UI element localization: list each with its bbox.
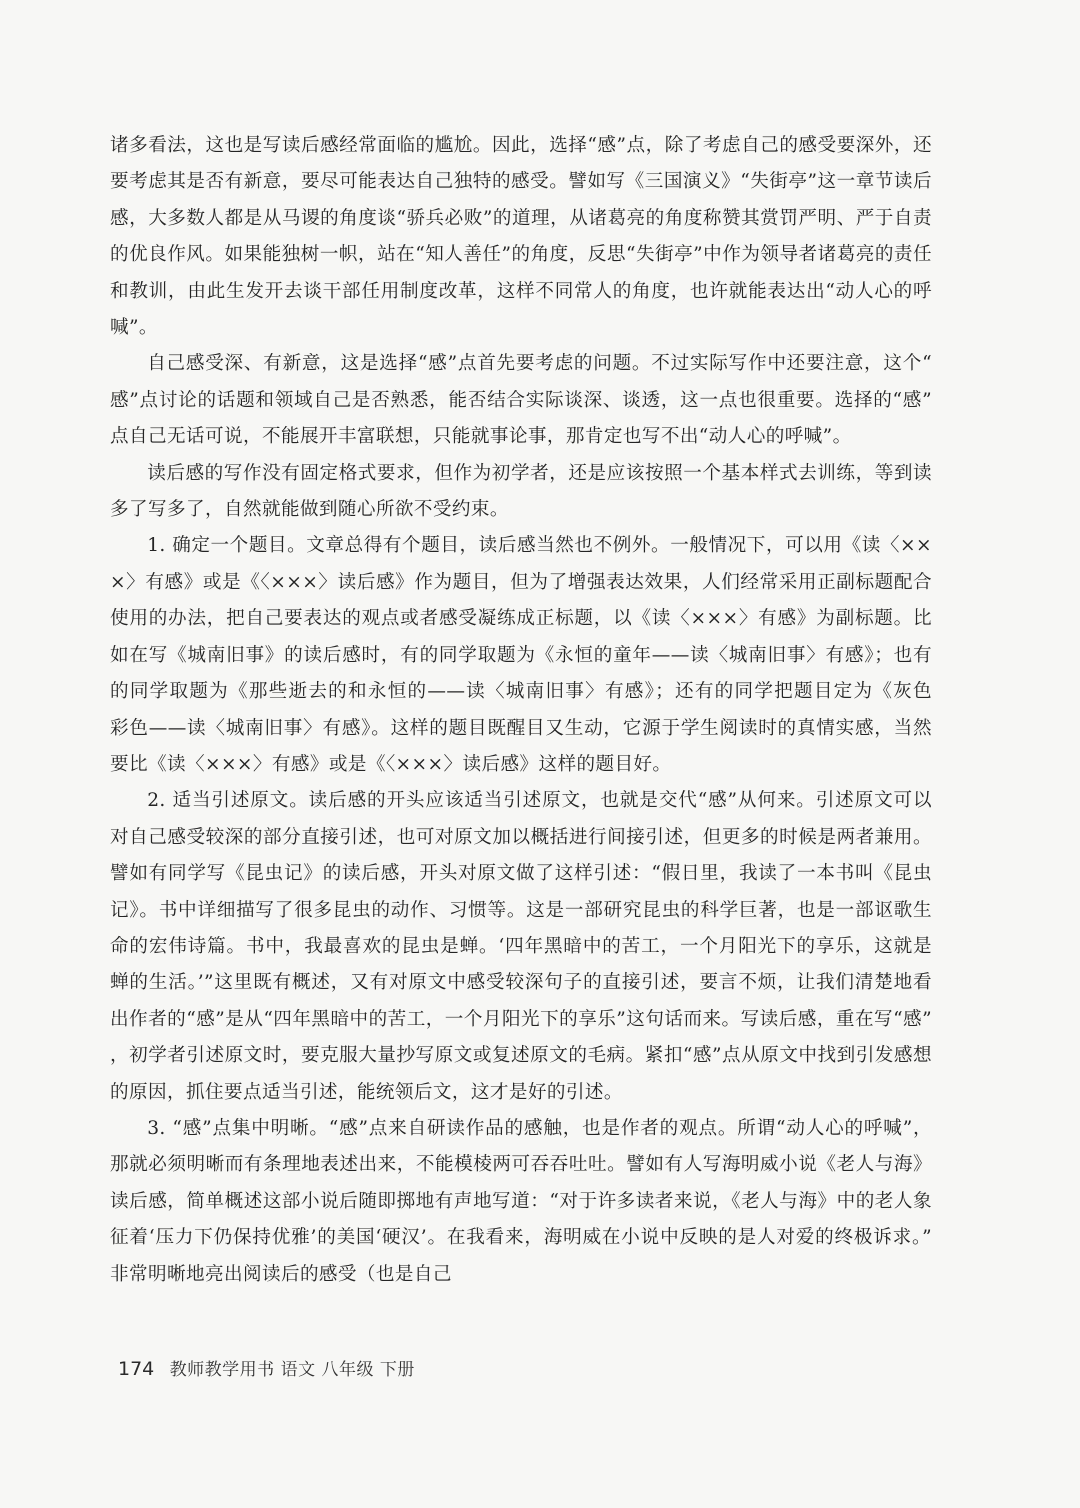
paragraph-item-3: 3. “感”点集中明晰。“感”点来自研读作品的感触，也是作者的观点。所谓“动人心的呼喊”，那就必须明晰而有条理地表述出来，不能模棱两可吞吞吐吐。譬如有人写海明威小说《老人与海》读后感，简单概述这部小说后随即掷地有声地写道：“对于许多读者来说，《老人与海》中的老人象征着‘压力下仍保持优雅’的美国‘硬汉’。在我看来，海明威在小说中反映的是人对爱的终极诉求。”非常明晰地亮出阅读后的感受（也是自己 <box>110 1117 932 1285</box>
book-title: 教师教学用书 语文 八年级 下册 <box>169 1360 415 1380</box>
body-text <box>110 128 951 1293</box>
paragraph: 读后感的写作没有固定格式要求，但作为初学者，还是应该按照一个基本样式去训练，等到读多了写多了，自然就能做到随心所欲不受约束。 <box>110 462 932 521</box>
page-number: 174 <box>118 1358 155 1380</box>
paragraph-item-2: 2. 适当引述原文。读后感的开头应该适当引述原文，也就是交代“感”从何来。引述原文可以对自己感受较深的部分直接引述，也可对原文加以概括进行间接引述，但更多的时候是两者兼用。譬如有同学写《昆虫记》的读后感，开头对原文做了这样引述：“假日里，我读了一本书叫《昆虫记》。书中详细描写了很多昆虫的动作、习惯等。这是一部研究昆虫的科学巨著，也是一部讴歌生命的宏伟诗篇。书中，我最喜欢的昆虫是蝉。‘四年黑暗中的苦工，一个月阳光下的享乐，这就是蝉的生活。’”这里既有概述，又有对原文中感受较深句子的直接引述，要言不烦，让我们清楚地看出作者的“感”是从“四年黑暗中的苦工，一个月阳光下的享乐”这句话而来。写读后感，重在写“感”，初学者引述原文时，要克服大量抄写原文或复述原文的毛病。紧扣“感”点从原文中找到引发感想的原因，抓住要点适当引述，能统领后文，这才是好的引述。 <box>110 790 932 1103</box>
paragraph: 自己感受深、有新意，这是选择“感”点首先要考虑的问题。不过实际写作中还要注意，这个“感”点讨论的话题和领域自己是否熟悉，能否结合实际谈深、谈透，这一点也很重要。选择的“感”点自己无话可说，不能展开丰富联想，只能就事论事，那肯定也写不出“动人心的呼喊”。 <box>110 353 932 448</box>
page-footer <box>118 1355 415 1380</box>
paragraph-continued: 诸多看法，这也是写读后感经常面临的尴尬。因此，选择“感”点，除了考虑自己的感受要深外，还要考虑其是否有新意，要尽可能表达自己独特的感受。譬如写《三国演义》“失街亭”这一章节读后感，大多数人都是从马谡的角度谈“骄兵必败”的道理，从诸葛亮的角度称赞其赏罚严明、严于自责的优良作风。如果能独树一帜，站在“知人善任”的角度，反思“失街亭”中作为领导者诸葛亮的责任和教训，由此生发开去谈干部任用制度改革，这样不同常人的角度，也许就能表达出“动人心的呼喊”。 <box>110 135 932 339</box>
paragraph-item-1: 1. 确定一个题目。文章总得有个题目，读后感当然也不例外。一般情况下，可以用《读〈×××〉有感》或是《〈×××〉读后感》作为题目，但为了增强表达效果，人们经常采用正副标题配合使用的办法，把自己要表达的观点或者感受凝练成正标题，以《读〈×××〉有感》为副标题。比如在写《城南旧事》的读后感时，有的同学取题为《永恒的童年——读〈城南旧事〉有感》；也有的同学取题为《那些逝去的和永恒的——读〈城南旧事〉有感》；还有的同学把题目定为《灰色 彩色——读〈城南旧事〉有感》。这样的题目既醒目又生动，它源于学生阅读时的真情实感，当然要比《读〈×××〉有感》或是《〈×××〉读后感》这样的题目好。 <box>110 535 951 775</box>
